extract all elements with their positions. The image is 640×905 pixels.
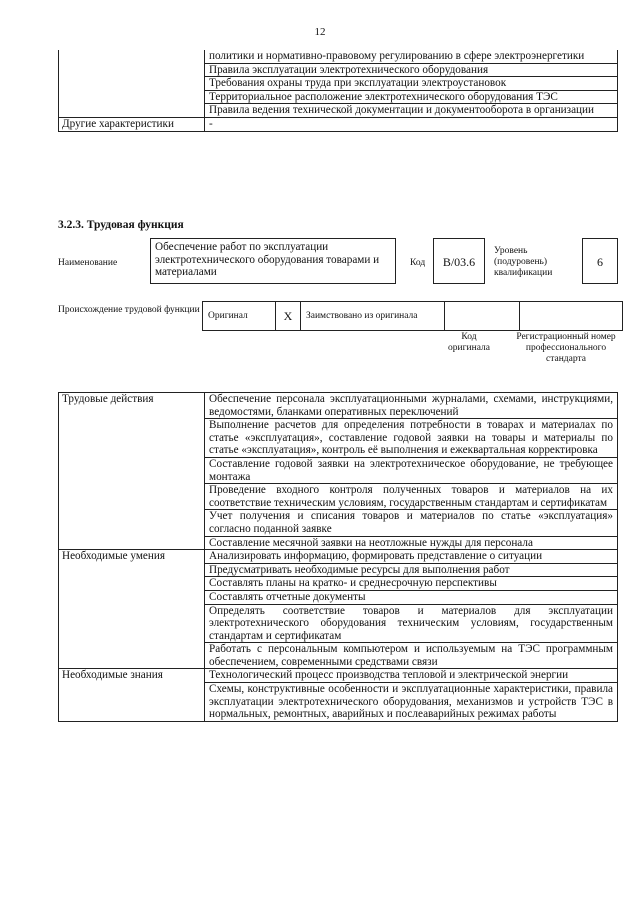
labor-action-item: Составление месячной заявки на неотложные нужды для персонала	[205, 536, 618, 550]
labor-action-item: Обеспечение персонала эксплуатационными журналами, схемами, инструкциями, ведомостями, бланками оперативных переключений	[205, 393, 618, 419]
labor-actions-label: Трудовые действия	[59, 393, 205, 550]
labor-action-item: Выполнение расчетов для определения потребности в товарах и материалах по статье «эксплуатация», составление годовой заявки на товары и материалы по статье «эксплуатация», контроль её выполнения и ежеквартальная корректировка	[205, 419, 618, 458]
knowledge-item: Правила эксплуатации электротехнического оборудования	[205, 63, 618, 77]
original-mark: X	[276, 302, 301, 331]
skill-item: Анализировать информацию, формировать представление о ситуации	[205, 550, 618, 564]
other-characteristics-label: Другие характеристики	[59, 117, 205, 131]
code-label: Код	[410, 258, 426, 268]
page-number: 12	[314, 26, 326, 38]
knowledge-item: Технологический процесс производства тепловой и электрической энергии	[205, 669, 618, 683]
qualification-level-label: Уровень (подуровень) квалификации	[494, 246, 553, 278]
knowledge-label: Необходимые знания	[59, 669, 205, 721]
knowledge-item: Требования охраны труда при эксплуатации электроустановок	[205, 77, 618, 91]
skill-item: Составлять планы на кратко- и среднесрочную перспективы	[205, 577, 618, 591]
skill-item: Работать с персональным компьютером и используемым на ТЭС программным обеспечением, современными средствами связи	[205, 643, 618, 669]
function-code-box: B/03.6	[433, 238, 485, 284]
registration-caption: Регистрационный номер профессионального стандарта	[516, 332, 616, 364]
function-name-box: Обеспечение работ по эксплуатации электротехнического оборудования товарами и материалами	[150, 238, 396, 284]
knowledge-item: Территориальное расположение электротехнического оборудования ТЭС	[205, 90, 618, 104]
skill-item: Определять соответствие товаров и материалов для эксплуатации электротехнического оборудования техническим условиям, государственным стандартам и сертификатам	[205, 604, 618, 643]
labor-action-item: Проведение входного контроля полученных товаров и материалов на их соответствие техническим условиям, государственным стандартам и сертификатам	[205, 484, 618, 510]
section-label-cell	[59, 50, 205, 117]
table-row	[203, 302, 623, 331]
other-characteristics-value: -	[205, 117, 618, 131]
table-row	[59, 393, 618, 419]
skill-item: Составлять отчетные документы	[205, 590, 618, 604]
labor-action-item: Составление годовой заявки на электротехническое оборудование, не требующее монтажа	[205, 457, 618, 483]
labor-function-table	[58, 392, 618, 722]
table-row	[59, 50, 618, 63]
registration-number-cell	[520, 302, 623, 331]
table-row	[59, 117, 618, 131]
skill-item: Предусматривать необходимые ресурсы для выполнения работ	[205, 563, 618, 577]
original-code-cell	[445, 302, 520, 331]
original-label: Оригинал	[203, 302, 276, 331]
section-heading: 3.2.3. Трудовая функция	[58, 219, 184, 231]
skills-label: Необходимые умения	[59, 550, 205, 669]
origin-label: Происхождение трудовой функции	[58, 305, 200, 315]
table-row	[59, 550, 618, 564]
labor-action-item: Учет получения и списания товаров и материалов по статье «эксплуатация» согласно поданной заявке	[205, 510, 618, 536]
table-row	[59, 669, 618, 683]
qualification-level-box: 6	[582, 238, 618, 284]
knowledge-item: Правила ведения технической документации и документооборота в организации	[205, 104, 618, 118]
knowledge-item: Схемы, конструктивные особенности и эксплуатационные характеристики, правила эксплуатации электротехнического оборудования, механизмов и устройств ТЭС в нормальных, ремонтных, аварийных и послеаварийных режимах работы	[205, 683, 618, 722]
knowledge-item: политики и нормативно-правовому регулированию в сфере электроэнергетики	[205, 50, 618, 63]
name-label: Наименование	[58, 258, 118, 268]
knowledge-continuation-table	[58, 50, 618, 132]
borrowed-label: Заимствовано из оригинала	[301, 302, 445, 331]
code-caption: Код оригинала	[448, 332, 490, 353]
origin-table	[202, 301, 623, 331]
